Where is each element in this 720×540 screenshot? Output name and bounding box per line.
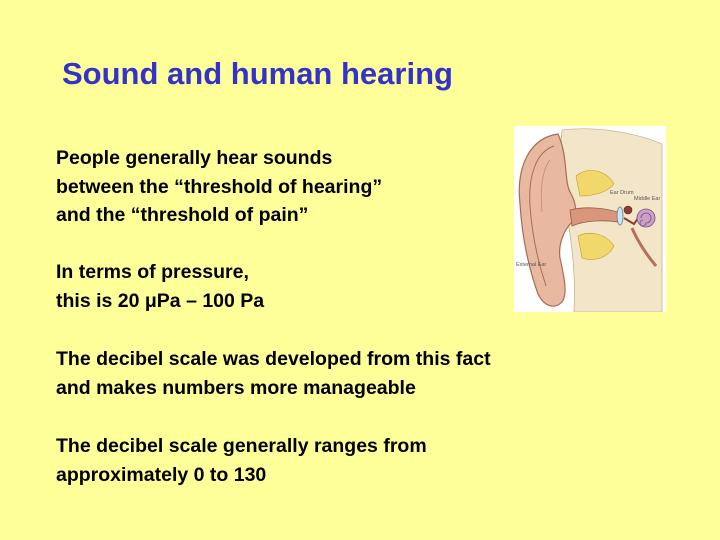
figure-label: Ear Drum (610, 190, 634, 196)
paragraph-line: between the “threshold of hearing” (56, 175, 383, 198)
figure-label: External Ear (516, 262, 547, 268)
ear-anatomy-drawing (514, 126, 666, 312)
paragraph-line: this is 20 μPa – 100 Pa (56, 289, 265, 312)
paragraph-pressure (56, 258, 264, 315)
paragraph-decibel-range (56, 432, 427, 489)
paragraph-line: People generally hear sounds (56, 147, 333, 169)
slide-title: Sound and human hearing (62, 56, 453, 91)
paragraph-line: The decibel scale was developed from this fact (56, 348, 491, 370)
paragraph-line: In terms of pressure, (56, 261, 249, 283)
paragraph-line: and the “threshold of pain” (56, 204, 309, 226)
paragraph-hearing-range (56, 144, 382, 230)
figure-label: Middle Ear (634, 196, 661, 202)
paragraph-decibel-origin (56, 345, 491, 402)
paragraph-line: approximately 0 to 130 (56, 463, 267, 486)
paragraph-line: The decibel scale generally ranges from (56, 435, 427, 457)
ear-anatomy-image (514, 126, 666, 312)
paragraph-line: and makes numbers more manageable (56, 376, 416, 399)
